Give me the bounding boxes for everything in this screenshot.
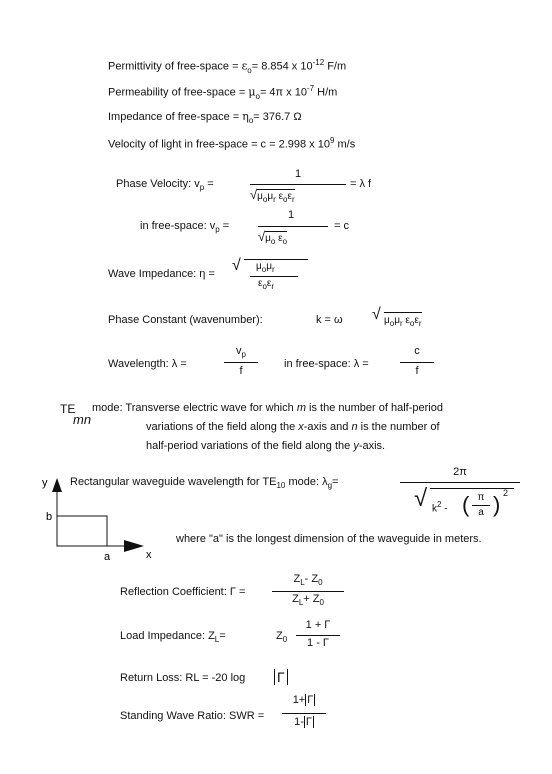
sub: o (255, 91, 260, 101)
sub: r (271, 265, 275, 274)
permittivity-value: = 8.854 x 10 (251, 60, 313, 73)
sub: o (248, 116, 254, 126)
te-mode-line3 (146, 440, 385, 452)
text: Rectangular waveguide wavelength for TE (70, 476, 277, 488)
waveguide-pi: π (477, 492, 485, 503)
reflection-numerator (268, 573, 348, 587)
phase-constant-rhs: k = ω (316, 314, 343, 326)
sqrt-icon: √ (232, 257, 241, 274)
sub: o (262, 195, 268, 204)
fraction-bar (250, 276, 298, 277)
permeability-value: = 4π x 10 (259, 86, 307, 99)
eps: ε (402, 315, 410, 326)
minus: - (441, 503, 448, 515)
phase-velocity-label (116, 178, 214, 192)
velocity-line (108, 136, 355, 151)
load-label (120, 630, 226, 644)
eps: ε (414, 315, 419, 326)
mu: μ (384, 315, 390, 326)
sub: o (283, 195, 288, 204)
permittivity-label: Permittivity of free-space = (108, 60, 242, 73)
axis-b-label: b (46, 511, 53, 523)
epsilon-symbol: ε (241, 59, 248, 73)
exponent: 9 (329, 136, 335, 145)
eps: ε (258, 278, 263, 289)
text: half-period variations of the field along the (146, 440, 354, 452)
one: 1+ (292, 694, 306, 706)
sub: o (389, 319, 395, 328)
sqrt-icon: √ (372, 306, 381, 323)
axis-y-label: y (42, 477, 48, 489)
waveguide-note: where "a" is the longest dimension of the waveguide in meters. (176, 533, 482, 545)
free-wavelength-denominator: f (415, 365, 419, 377)
sub: r (291, 195, 295, 204)
phase-constant-label: Phase Constant (wavenumber): (108, 314, 263, 326)
phase-velocity-denominator (250, 187, 295, 204)
sub: L (300, 578, 305, 588)
exponent: -12 (312, 58, 325, 67)
return-loss-abs (274, 669, 288, 685)
te-mode-line2 (146, 421, 440, 433)
fraction-bar (224, 362, 258, 363)
mu: μ (257, 191, 263, 202)
label: in free-space: v (140, 220, 216, 232)
fraction-bar (272, 591, 344, 592)
fraction-bar (282, 713, 326, 714)
sub: 0 (282, 635, 288, 645)
text: Load Impedance: Z (120, 630, 215, 642)
sub: p (215, 225, 220, 235)
eta-symbol: η (242, 110, 249, 123)
sub: g (327, 481, 333, 491)
z: - Z (304, 573, 319, 585)
impedance-label: Impedance of free-space = (108, 111, 243, 123)
permittivity-line (108, 58, 346, 75)
axis-a-label: a (104, 551, 111, 560)
sub: 0 (318, 578, 323, 588)
numerator: 1 (287, 209, 295, 221)
load-z0 (276, 630, 287, 644)
fraction-bar (400, 362, 434, 363)
free-space-denominator (258, 229, 287, 246)
mu: μ (394, 315, 400, 326)
waveguide-a: a (478, 507, 484, 518)
one: 1- (294, 716, 304, 728)
sub: r (418, 319, 422, 328)
fraction-bar (296, 635, 340, 636)
sub: p (241, 350, 246, 360)
axis-x-label: x (146, 549, 152, 560)
free-space-wavelength-label: in free-space: λ = (284, 358, 369, 370)
equals: = (219, 630, 226, 642)
sqrt-icon: √ (414, 485, 428, 512)
phase-velocity-rhs: = λ f (350, 178, 372, 190)
z: Z (293, 573, 301, 585)
swr-denominator (278, 716, 330, 728)
n: n (351, 421, 358, 433)
load-denominator: 1 - Γ (307, 637, 329, 649)
sqrt-icon: √ (250, 187, 258, 202)
unit: m/s (334, 138, 356, 151)
unit: H/m (314, 86, 338, 99)
permeability-line (108, 84, 337, 101)
wave-impedance-label: Wave Impedance: η = (108, 268, 215, 280)
y-arrow-icon (52, 478, 62, 492)
text: -axis and (303, 421, 352, 433)
z: + Z (303, 593, 320, 605)
radical-bar (244, 259, 308, 260)
sub: o (282, 237, 288, 246)
eps: ε (275, 191, 284, 202)
free-space-rhs: = c (334, 220, 349, 232)
radicand (265, 231, 287, 244)
wave-impedance-denominator (258, 278, 274, 291)
equals: = (222, 220, 230, 232)
sub: r (271, 282, 275, 291)
x: x (298, 421, 304, 433)
phase-constant-radicand (384, 312, 422, 328)
waveguide-k-term (432, 500, 448, 514)
eps: ε (275, 233, 283, 244)
text: mode: Transverse electric wave for which (92, 402, 297, 414)
k: k (432, 503, 437, 515)
text: is the number of (357, 421, 440, 433)
wavelength-denominator: f (239, 365, 243, 377)
exponent: -7 (306, 84, 315, 93)
numerator: 1 (294, 168, 302, 180)
radicand (257, 189, 295, 202)
radical-bar (430, 488, 514, 489)
gamma: Γ (305, 716, 312, 728)
impedance-value: = 376.7 Ω (253, 111, 302, 123)
phase-velocity-numerator (262, 168, 334, 180)
sub: o (262, 282, 267, 291)
fraction-bar (472, 505, 490, 506)
mu: μ (266, 261, 272, 272)
sub: L (298, 598, 304, 608)
te-mode-line1 (92, 402, 443, 414)
sub: o (409, 319, 415, 328)
text: is the number of half-period (305, 402, 443, 414)
velocity-label: Velocity of light in free-space = c = 2.998 x 10 (108, 138, 330, 151)
wave-impedance-numerator (256, 261, 275, 274)
load-numerator: 1 + Γ (305, 619, 331, 631)
wavelength-label: Wavelength: λ = (108, 358, 187, 370)
text: mode: λ (285, 476, 328, 488)
unit: F/m (324, 60, 347, 73)
sub: o (247, 65, 252, 75)
exponent: 2 (437, 500, 442, 509)
te-mode-subscript: mn (73, 412, 92, 427)
impedance-line (108, 110, 302, 125)
sqrt-icon: √ (258, 229, 266, 244)
gamma: Γ (307, 694, 314, 706)
wavelength-numerator (224, 345, 258, 359)
te: TE (60, 402, 76, 416)
text: variations of the field along the (146, 421, 299, 433)
waveguide-label (70, 476, 338, 490)
mu: μ (265, 233, 271, 244)
waveguide-numerator: 2π (453, 466, 467, 478)
sub: L (214, 635, 220, 645)
sub: r (399, 319, 403, 328)
reflection-label: Reflection Coefficient: Γ = (120, 586, 246, 598)
free-space-velocity-label (140, 220, 229, 234)
waveguide-rect (57, 516, 107, 546)
mu: μ (256, 261, 262, 272)
y: y (353, 440, 359, 452)
gamma: Γ (274, 669, 288, 685)
mu: μ (267, 191, 274, 202)
equals: = (207, 178, 214, 190)
v: v (236, 345, 242, 357)
return-loss-label: Return Loss: RL = -20 log (120, 672, 246, 684)
left-paren-icon: ( (462, 492, 470, 517)
x-arrow-icon (124, 540, 144, 552)
sub: 0 (319, 598, 324, 608)
label: Phase Velocity: v (116, 178, 200, 190)
free-space-numerator (262, 209, 320, 221)
fraction-bar (400, 482, 520, 483)
sub: o (261, 265, 267, 274)
reflection-denominator (268, 593, 348, 607)
eps: ε (287, 191, 292, 202)
waveguide-exponent: 2 (503, 488, 509, 498)
fraction-bar (250, 184, 346, 185)
sub: o (270, 237, 276, 246)
z: Z (292, 593, 299, 605)
free-wavelength-numerator: c (414, 345, 420, 357)
mu-symbol: μ (248, 85, 256, 99)
sub: 10 (276, 481, 286, 491)
swr-label: Standing Wave Ratio: SWR = (120, 710, 265, 722)
text: -axis. (358, 440, 386, 452)
sub: r (273, 195, 276, 204)
swr-numerator (278, 694, 330, 706)
right-paren-icon: ) (493, 492, 501, 517)
equals: = (332, 476, 339, 488)
sub: p (199, 183, 205, 193)
eps: ε (266, 278, 272, 289)
z: Z (276, 630, 283, 642)
permeability-label: Permeability of free-space = (108, 86, 249, 99)
fraction-bar (258, 226, 328, 227)
m: m (296, 402, 306, 414)
